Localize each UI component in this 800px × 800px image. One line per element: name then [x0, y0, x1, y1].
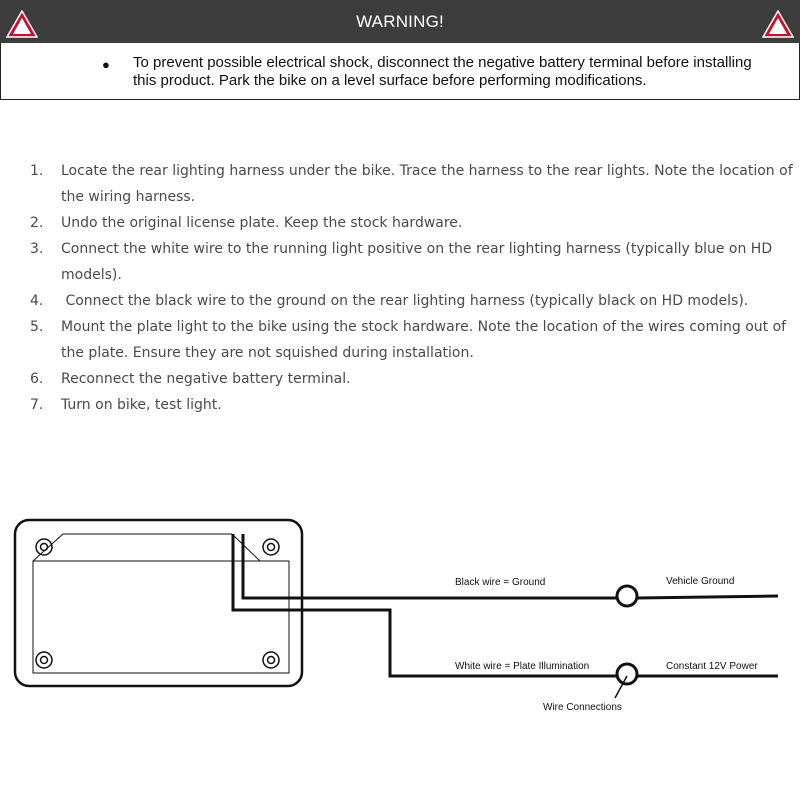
step-number: 7. — [30, 397, 44, 413]
constant-power-label: Constant 12V Power — [666, 661, 758, 672]
power-connection-icon — [617, 664, 637, 684]
step-number: 6. — [30, 371, 44, 387]
step-item — [0, 158, 800, 210]
step-text: Mount the plate light to the bike using the stock hardware. Note the location of the wires coming out of the plate. Ensure they are not squished during installation. — [61, 319, 787, 361]
step-item — [0, 236, 800, 288]
step-text: Locate the rear lighting harness under the bike. Trace the harness to the rear lights. Note the location of the wiring harness. — [61, 163, 793, 205]
wiring-diagram — [0, 505, 800, 765]
step-number: 4. — [30, 293, 44, 309]
ground-connection-icon — [617, 586, 637, 606]
screw-icon — [263, 652, 279, 668]
step-text: Reconnect the negative battery terminal. — [61, 371, 351, 387]
step-item — [0, 392, 800, 418]
installation-steps — [0, 158, 800, 418]
step-text: Connect the white wire to the running light positive on the rear lighting harness (typically blue on HD models). — [61, 241, 773, 283]
step-number: 2. — [30, 215, 44, 231]
warning-title: WARNING! — [356, 12, 444, 31]
step-item — [0, 288, 800, 314]
white-wire — [233, 534, 617, 676]
black-wire-label: Black wire = Ground — [455, 577, 546, 588]
step-number: 5. — [30, 319, 44, 335]
step-number: 3. — [30, 241, 44, 257]
warning-body — [0, 43, 800, 100]
step-item — [0, 210, 800, 236]
step-text: Connect the black wire to the ground on the rear lighting harness (typically black on HD models). — [61, 293, 749, 309]
warning-header — [0, 0, 800, 43]
step-item — [0, 314, 800, 366]
wire-connections-label: Wire Connections — [543, 702, 622, 713]
step-item — [0, 366, 800, 392]
housing-bevel — [232, 534, 260, 561]
black-wire — [243, 534, 617, 598]
vehicle-ground-label: Vehicle Ground — [666, 576, 735, 587]
white-wire-label: White wire = Plate Illumination — [455, 661, 590, 672]
step-text: Turn on bike, test light. — [61, 397, 222, 413]
step-number: 1. — [30, 163, 44, 179]
screw-icon — [263, 539, 279, 555]
screw-icon — [36, 539, 52, 555]
plate-light-lens — [33, 561, 289, 673]
plate-light-housing — [15, 520, 302, 686]
vehicle-ground-wire — [637, 596, 778, 598]
screw-icon — [36, 652, 52, 668]
warning-triangle-icon — [762, 10, 794, 38]
bullet-icon: ● — [102, 57, 110, 72]
step-text: Undo the original license plate. Keep the stock hardware. — [61, 215, 463, 231]
warning-text: To prevent possible electrical shock, disconnect the negative battery terminal before installing this product. Park the bike on a level surface before performing modifications. — [133, 54, 752, 89]
